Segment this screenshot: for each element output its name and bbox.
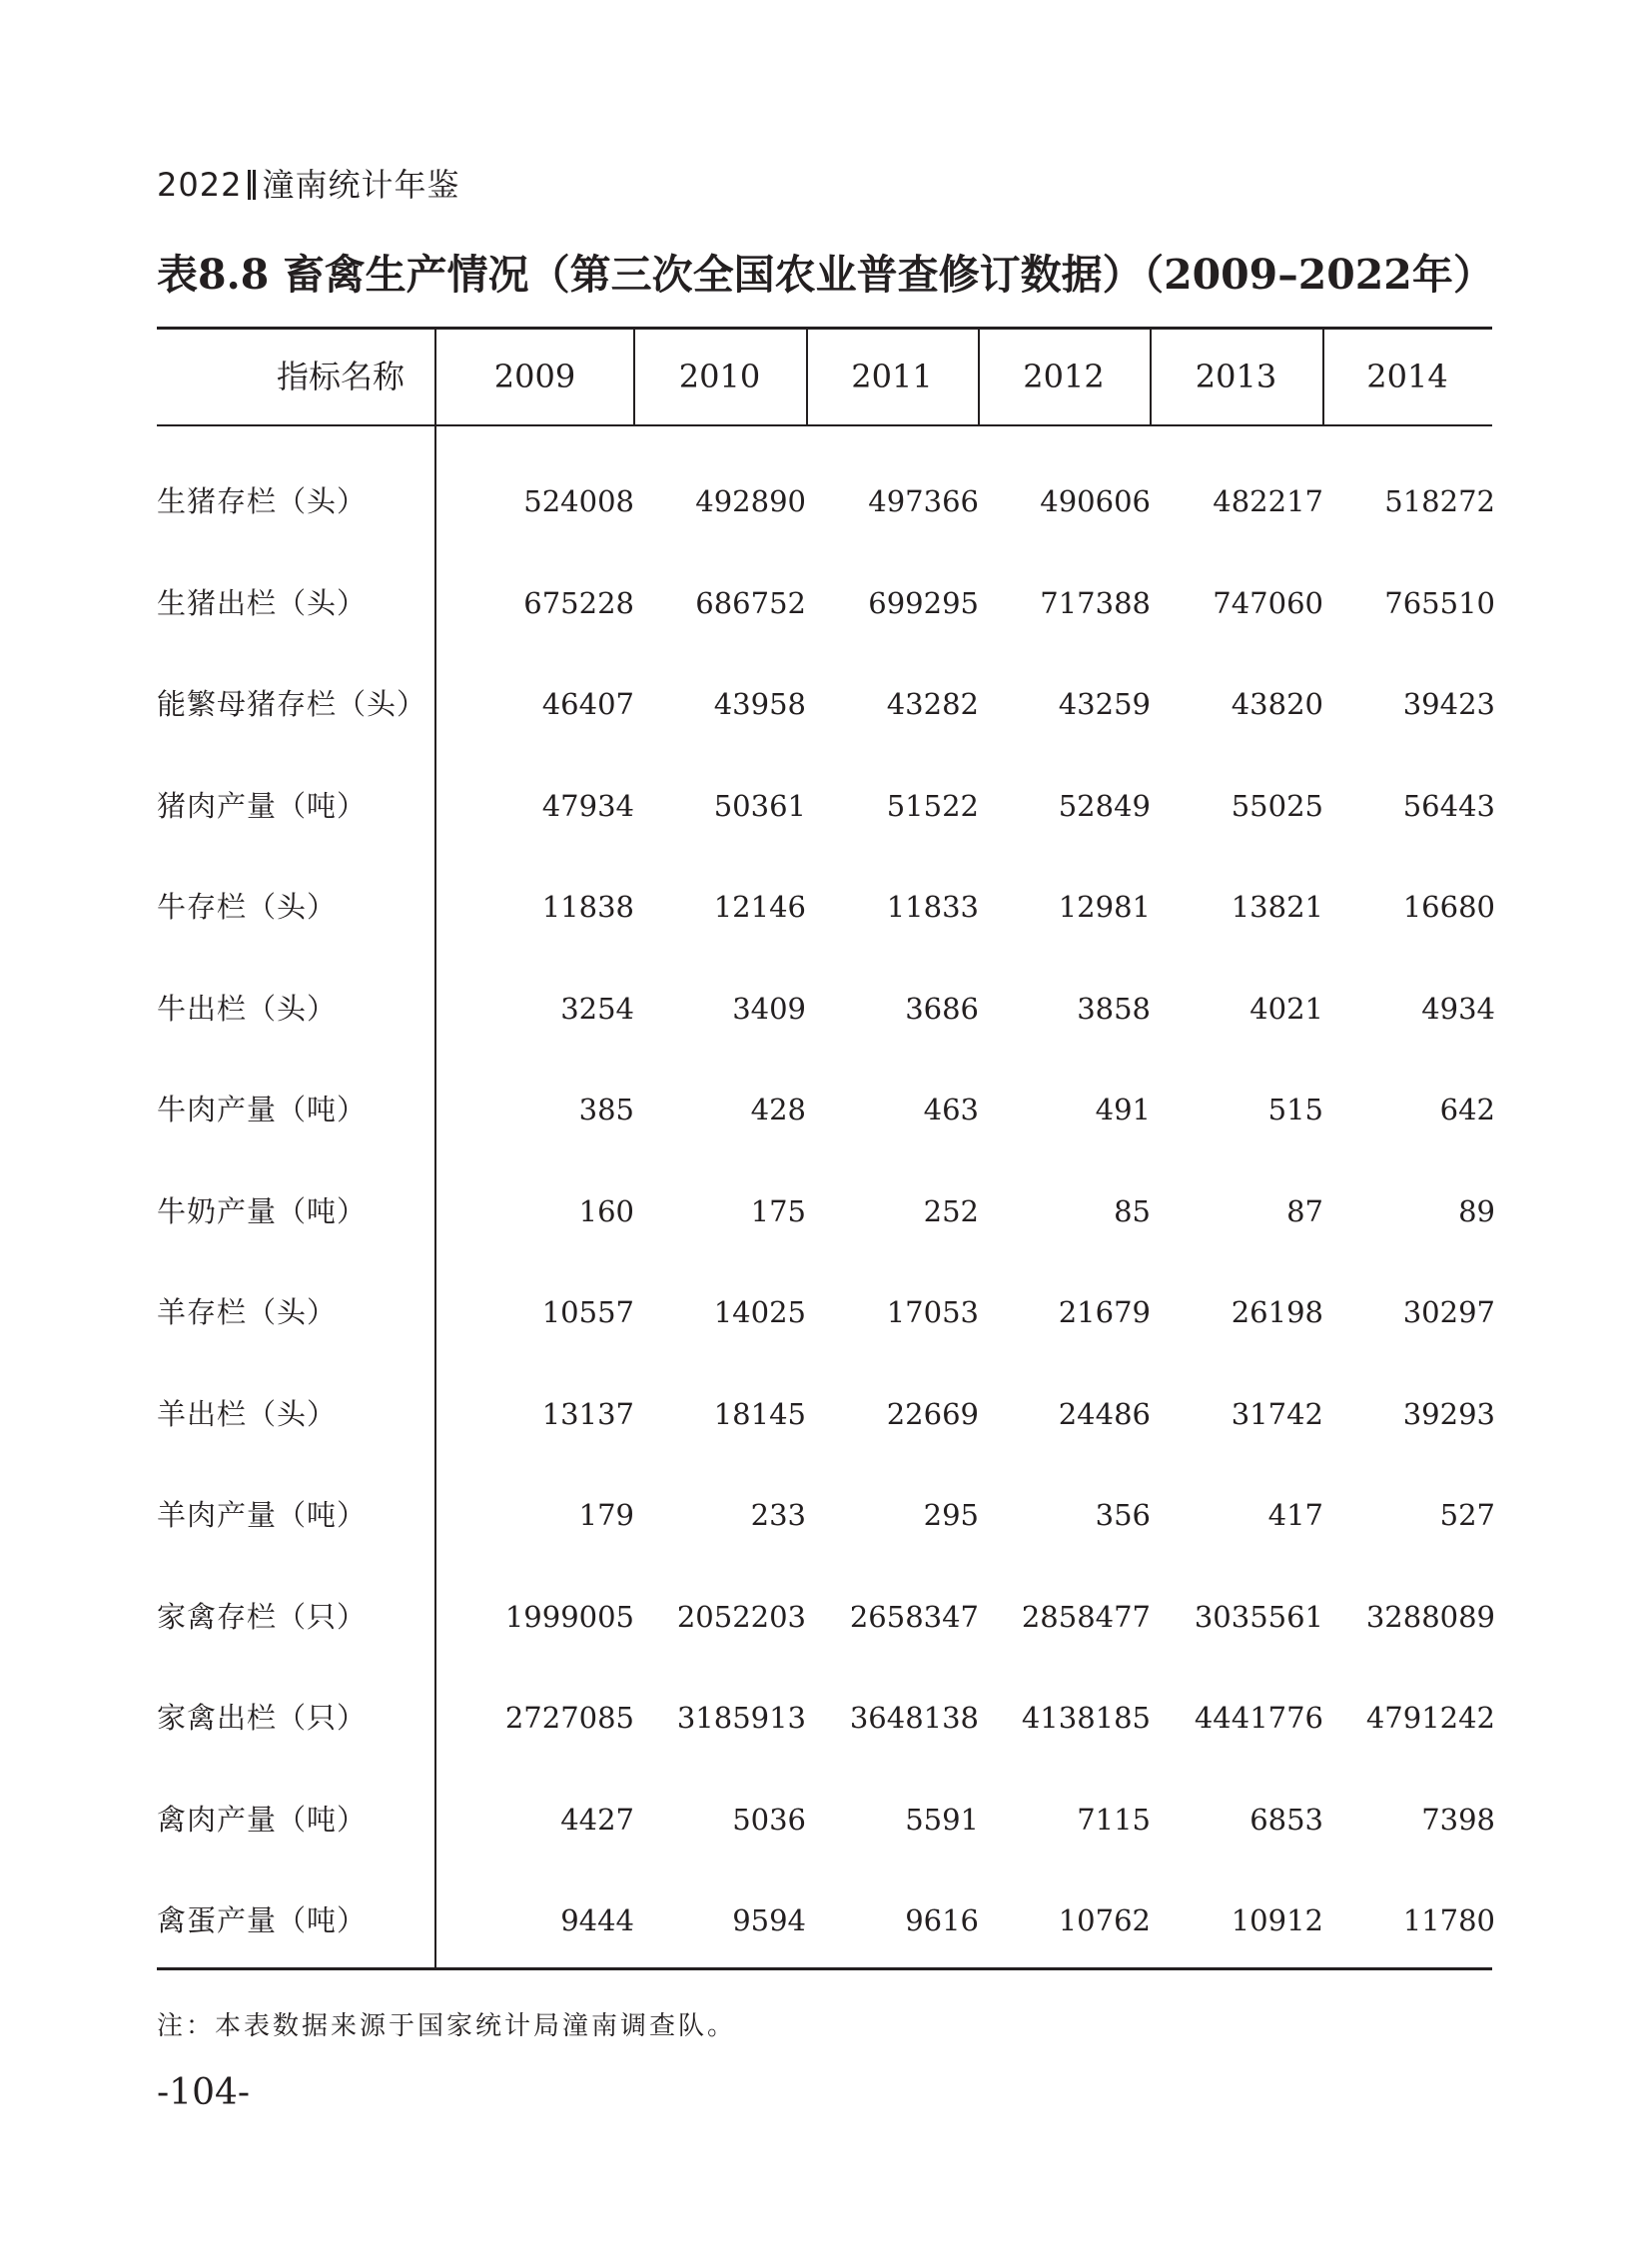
table-cell: 463 bbox=[923, 1093, 979, 1126]
table-cell: 3035561 bbox=[1194, 1600, 1323, 1634]
table-cell: 417 bbox=[1267, 1498, 1323, 1532]
row-label: 家禽存栏（只） bbox=[157, 1600, 368, 1634]
running-head-book: 潼南统计年鉴 bbox=[262, 166, 460, 204]
table-cell: 43259 bbox=[1058, 687, 1151, 721]
table-cell: 518272 bbox=[1384, 484, 1495, 518]
table-row bbox=[157, 877, 1495, 937]
table-cell: 515 bbox=[1267, 1093, 1323, 1126]
table-cell: 11780 bbox=[1402, 1903, 1495, 1937]
table-cell: 21679 bbox=[1058, 1295, 1151, 1329]
table-row bbox=[157, 1282, 1495, 1342]
table-row bbox=[157, 776, 1495, 836]
table-cell: 87 bbox=[1286, 1194, 1323, 1228]
table-cell: 2727085 bbox=[504, 1701, 634, 1735]
table-cell: 686752 bbox=[695, 586, 806, 620]
table-cell: 11833 bbox=[886, 890, 979, 924]
table-cell: 492890 bbox=[695, 484, 806, 518]
year-header-0: 2009 bbox=[493, 358, 576, 395]
table-cell: 55025 bbox=[1231, 789, 1323, 823]
table-cell: 3686 bbox=[905, 992, 979, 1026]
row-label: 牛出栏（头） bbox=[157, 992, 338, 1026]
table-cell: 175 bbox=[750, 1194, 806, 1228]
table-cell: 160 bbox=[578, 1194, 634, 1228]
table-cell: 22669 bbox=[886, 1397, 979, 1431]
row-label: 羊出栏（头） bbox=[157, 1397, 338, 1431]
table-cell: 43282 bbox=[886, 687, 979, 721]
header-column-divider bbox=[633, 330, 635, 424]
table-cell: 47934 bbox=[541, 789, 634, 823]
table-row bbox=[157, 1181, 1495, 1241]
table-cell: 252 bbox=[923, 1194, 979, 1228]
table-cell: 4441776 bbox=[1194, 1701, 1323, 1735]
table-cell: 85 bbox=[1114, 1194, 1151, 1228]
table-cell: 717388 bbox=[1040, 586, 1151, 620]
table-cell: 3288089 bbox=[1365, 1600, 1495, 1634]
table-cell: 482217 bbox=[1213, 484, 1323, 518]
header-column-divider bbox=[1150, 330, 1152, 424]
table-note: 注：本表数据来源于国家统计局潼南调查队。 bbox=[157, 2011, 737, 2041]
table-row bbox=[157, 674, 1495, 734]
table-cell: 13137 bbox=[541, 1397, 634, 1431]
table-cell: 4934 bbox=[1421, 992, 1495, 1026]
table-cell: 56443 bbox=[1402, 789, 1495, 823]
page-number: -104- bbox=[157, 2072, 251, 2113]
table-cell: 10557 bbox=[541, 1295, 634, 1329]
row-label: 生猪出栏（头） bbox=[157, 586, 368, 620]
table-row bbox=[157, 979, 1495, 1039]
table-cell: 9594 bbox=[732, 1903, 806, 1937]
row-label: 家禽出栏（只） bbox=[157, 1701, 368, 1735]
table-cell: 12981 bbox=[1058, 890, 1151, 924]
table-cell: 39293 bbox=[1402, 1397, 1495, 1431]
year-header-2: 2011 bbox=[851, 358, 933, 395]
table-cell: 179 bbox=[578, 1498, 634, 1532]
table-row bbox=[157, 1688, 1495, 1748]
table-row bbox=[157, 1587, 1495, 1647]
table-bottom-rule bbox=[157, 1967, 1492, 1970]
table-cell: 50361 bbox=[713, 789, 806, 823]
table-header-rule bbox=[157, 424, 1492, 426]
table-cell: 31742 bbox=[1231, 1397, 1323, 1431]
table-cell: 3858 bbox=[1077, 992, 1151, 1026]
header-column-divider bbox=[978, 330, 980, 424]
table-cell: 699295 bbox=[868, 586, 979, 620]
table-cell: 524008 bbox=[523, 484, 634, 518]
table-cell: 2858477 bbox=[1021, 1600, 1151, 1634]
header-column-divider bbox=[806, 330, 808, 424]
table-cell: 5591 bbox=[905, 1803, 979, 1837]
table-row bbox=[157, 471, 1495, 531]
table-row bbox=[157, 1890, 1495, 1950]
table-cell: 89 bbox=[1458, 1194, 1495, 1228]
table-row bbox=[157, 1384, 1495, 1444]
table-cell: 3254 bbox=[560, 992, 634, 1026]
table-cell: 5036 bbox=[732, 1803, 806, 1837]
table-cell: 52849 bbox=[1058, 789, 1151, 823]
table-cell: 675228 bbox=[523, 586, 634, 620]
table-cell: 16680 bbox=[1402, 890, 1495, 924]
table-cell: 642 bbox=[1439, 1093, 1495, 1126]
table-cell: 13821 bbox=[1231, 890, 1323, 924]
table-cell: 356 bbox=[1095, 1498, 1151, 1532]
table-cell: 18145 bbox=[713, 1397, 806, 1431]
table-cell: 11838 bbox=[541, 890, 634, 924]
row-label: 生猪存栏（头） bbox=[157, 484, 368, 518]
table-cell: 10762 bbox=[1058, 1903, 1151, 1937]
table-cell: 490606 bbox=[1040, 484, 1151, 518]
running-head-year: 2022 bbox=[157, 166, 243, 204]
table-row bbox=[157, 573, 1495, 633]
table-cell: 43958 bbox=[713, 687, 806, 721]
table-cell: 51522 bbox=[886, 789, 979, 823]
table-cell: 14025 bbox=[713, 1295, 806, 1329]
table-cell: 1999005 bbox=[504, 1600, 634, 1634]
row-label: 禽肉产量（吨） bbox=[157, 1803, 368, 1837]
table-row bbox=[157, 1790, 1495, 1850]
row-label: 牛存栏（头） bbox=[157, 890, 338, 924]
table-cell: 491 bbox=[1095, 1093, 1151, 1126]
table-cell: 233 bbox=[750, 1498, 806, 1532]
row-label: 羊肉产量（吨） bbox=[157, 1498, 368, 1532]
table-cell: 527 bbox=[1439, 1498, 1495, 1532]
table-cell: 7398 bbox=[1421, 1803, 1495, 1837]
table-cell: 4427 bbox=[560, 1803, 634, 1837]
table-cell: 9444 bbox=[560, 1903, 634, 1937]
table-cell: 39423 bbox=[1402, 687, 1495, 721]
year-header-3: 2012 bbox=[1023, 358, 1105, 395]
table-cell: 3409 bbox=[732, 992, 806, 1026]
table-cell: 17053 bbox=[886, 1295, 979, 1329]
table-cell: 3648138 bbox=[849, 1701, 979, 1735]
table-cell: 9616 bbox=[905, 1903, 979, 1937]
table-cell: 4021 bbox=[1249, 992, 1323, 1026]
table-cell: 2658347 bbox=[849, 1600, 979, 1634]
table-row bbox=[157, 1080, 1495, 1139]
header-column-divider bbox=[1322, 330, 1324, 424]
table-cell: 6853 bbox=[1249, 1803, 1323, 1837]
row-label: 牛奶产量（吨） bbox=[157, 1194, 368, 1228]
year-header-1: 2010 bbox=[678, 358, 761, 395]
row-label: 禽蛋产量（吨） bbox=[157, 1903, 368, 1937]
table-cell: 4791242 bbox=[1365, 1701, 1495, 1735]
row-label: 能繁母猪存栏（头） bbox=[157, 687, 427, 721]
table-cell: 747060 bbox=[1213, 586, 1323, 620]
table-cell: 4138185 bbox=[1021, 1701, 1151, 1735]
table-cell: 3185913 bbox=[676, 1701, 806, 1735]
table-cell: 12146 bbox=[713, 890, 806, 924]
table-cell: 428 bbox=[750, 1093, 806, 1126]
table-cell: 43820 bbox=[1231, 687, 1323, 721]
row-label: 羊存栏（头） bbox=[157, 1295, 338, 1329]
table-cell: 7115 bbox=[1077, 1803, 1151, 1837]
table-cell: 2052203 bbox=[676, 1600, 806, 1634]
table-cell: 295 bbox=[923, 1498, 979, 1532]
row-label: 猪肉产量（吨） bbox=[157, 789, 368, 823]
running-head bbox=[157, 160, 459, 206]
running-head-separator bbox=[248, 170, 256, 200]
table-cell: 765510 bbox=[1384, 586, 1495, 620]
table-title: 表8.8 畜禽生产情况（第三次全国农业普查修订数据）（2009–2022年） bbox=[157, 251, 1494, 299]
row-label: 牛肉产量（吨） bbox=[157, 1093, 368, 1126]
table-row bbox=[157, 1485, 1495, 1545]
year-header-4: 2013 bbox=[1195, 358, 1277, 395]
table-cell: 385 bbox=[578, 1093, 634, 1126]
table-cell: 24486 bbox=[1058, 1397, 1151, 1431]
year-header-5: 2014 bbox=[1366, 358, 1448, 395]
table-cell: 30297 bbox=[1402, 1295, 1495, 1329]
table-cell: 10912 bbox=[1231, 1903, 1323, 1937]
table-cell: 497366 bbox=[868, 484, 979, 518]
stub-header: 指标名称 bbox=[276, 358, 405, 395]
table-cell: 46407 bbox=[541, 687, 634, 721]
table-cell: 26198 bbox=[1231, 1295, 1323, 1329]
